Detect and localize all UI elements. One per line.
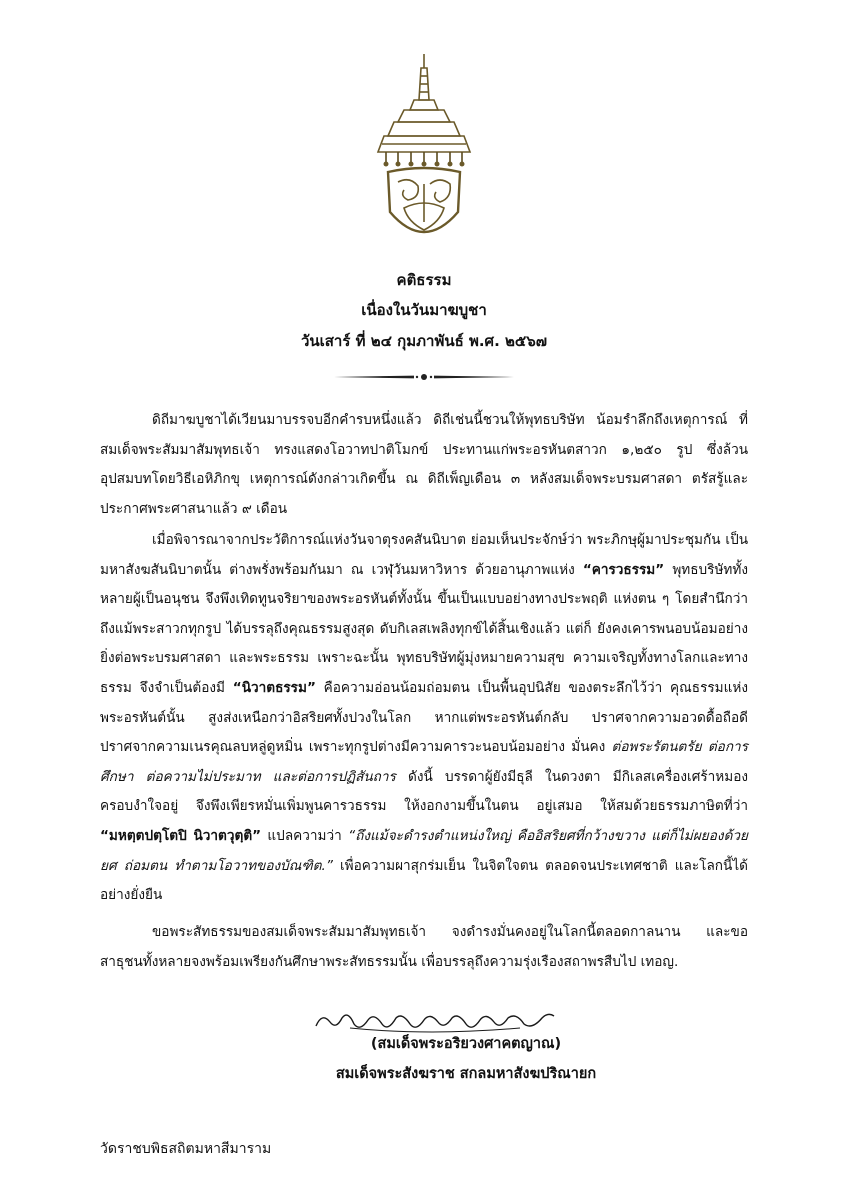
paragraph-2-text-i: แปลความว่า: [261, 827, 349, 844]
ornamental-divider-icon: [332, 372, 516, 382]
paragraph-2: [100, 526, 748, 911]
signatory-title: สมเด็จพระสังฆราช สกลมหาสังฆปริณายก: [335, 1066, 597, 1082]
paragraph-2-text-k: เพื่อความผาสุกร่มเย็น ในจิตใจตน ตลอดจนประเทศชาติ และโลกนี้ได้อย่างยั่งยืน: [100, 857, 748, 904]
term-karavadhamma: “คารวธรรม”: [582, 561, 665, 578]
paragraph-3-text: ขอพระสัทธรรมของสมเด็จพระสัมมาสัมพุทธเจ้า จงดำรงมั่นคงอยู่ในโลกนี้ตลอดกาลนาน และขอ สาธุชนทั้งหลายจงพร้อมเพรียงกันศึกษาพระสัทธรรมนั้น เพื่อบรรลุถึงความรุ่งเรืองสถาพรสืบไป เทอญ.: [100, 924, 748, 970]
paragraph-3: [100, 918, 748, 977]
heading-occasion: เนื่องในวันมาฆบูชา: [361, 301, 487, 319]
paragraph-2-text-e: คือความอ่อนน้อมถ่อมตน เป็นพื้นอุปนิสัย ของตระลึกไว้ว่า คุณธรรมแห่งพระอรหันต์นั้น สูงส่งเหนือกว่าอิสริยศทั้งปวงในโลก หากแต่พระอรหันต์กลับ ปราศจากความอวดดื้อถือดี ปราศจากความเนรคุณลบหลู่ดูหมิ่น เพราะทุกรูปต่างมีความคารวะนอบน้อมอย่าง มั่นคง: [100, 679, 748, 756]
paragraph-2-italic-respects: ต่อพระรัตนตรัย ต่อการศึกษา ต่อความไม่ประมาท และต่อการปฏิสันถาร: [100, 739, 748, 785]
paragraph-2-text-c: พุทธบริษัททั้งหลายผู้เป็นอนุชน จึงพึงเทิดทูนจริยาของพระอรหันต์ทั้งนั้น ขึ้นเป็นแบบอย่างทางประพฤติ แห่งตน ๆ โดยสำนึกว่า ถึงแม้พระสาวกทุกรูป ได้บรรลุถึงคุณธรรมสูงสุด ดับกิเลสเพลิงทุกข์ได้สิ้นเชิงแล้ว แต่ก็ ยังคงเคารพนอบน้อมอย่างยิ่งต่อพระบรมศาสดา และพระธรรม เพราะฉะนั้น พุทธบริษัทผู้มุ่งหมายความสุข ความเจริญทั้งทางโลกและทางธรรม จึงจำเป็นต้องมี: [100, 561, 748, 696]
heading-date: วันเสาร์ ที่ ๒๔ กุมภาพันธ์ พ.ศ. ๒๕๖๗: [300, 332, 548, 350]
paragraph-2-text-a: เมื่อพิจารณาจากประวัติการณ์แห่งวันจาตุรงคสันนิบาต ย่อมเห็นประจักษ์ว่า พระภิกษุผู้มาประชุมกัน เป็นมหาสังฆสันนิบาตนั้น ต่างพรั่งพร้อมกันมา ณ เวฬุวันมหาวิหาร ด้วยอานุภาพแห่ง: [100, 532, 748, 578]
paragraph-1-text: ดิถีมาฆบูชาได้เวียนมาบรรจบอีกคำรบหนึ่งแล้ว ดิถีเช่นนี้ชวนให้พุทธบริษัท น้อมรำลึกถึงเหตุการณ์ ที่สมเด็จพระสัมมาสัมพุทธเจ้า ทรงแสดงโอวาทปาติโมกข์ ประทานแก่พระอรหันตสาวก ๑,๒๕๐ รูป ซึ่งล้วน อุปสมบทโดยวิธีเอหิภิกขุ เหตุการณ์ดังกล่าวเกิดขึ้น ณ ดิถีเพ็ญเดือน ๓ หลังสมเด็จพระบรมศาสดา ตรัสรู้และ ประกาศพระศาสนาแล้ว ๙ เดือน: [100, 412, 748, 517]
paragraph-1: [100, 406, 748, 524]
term-pali-quote: “มหตฺตปตฺโตปิ นิวาตวุตฺติ”: [100, 827, 262, 844]
signatory-name: (สมเด็จพระอริยวงศาคตญาณ): [370, 1036, 562, 1052]
paragraph-2-italic-translation: “ถึงแม้จะดำรงตำแหน่งใหญ่ คืออิสริยศที่กว้างขวาง แต่ก็ไม่ผยองด้วยยศ ถ่อมตน ทำตามโอวาทของบัณฑิต.”: [100, 827, 748, 874]
royal-emblem-tiered-umbrella-icon: [374, 52, 474, 248]
paragraph-2-text-g: ดังนี้ บรรดาผู้ยังมีธุลี ในดวงตา มีกิเลสเครื่องเศร้าหมองครอบงำใจอยู่ จึงพึงเพียรหมั่นเพิ่มพูนคารวธรรม ให้งอกงามขึ้นในตน อยู่เสมอ ให้สมด้วยธรรมภาษิตที่ว่า: [100, 768, 748, 815]
temple-name: วัดราชบพิธสถิตมหาสีมาราม: [100, 1141, 272, 1157]
term-niwatadhamma: “นิวาตธรรม”: [232, 679, 316, 696]
heading-title: คติธรรม: [396, 271, 452, 289]
